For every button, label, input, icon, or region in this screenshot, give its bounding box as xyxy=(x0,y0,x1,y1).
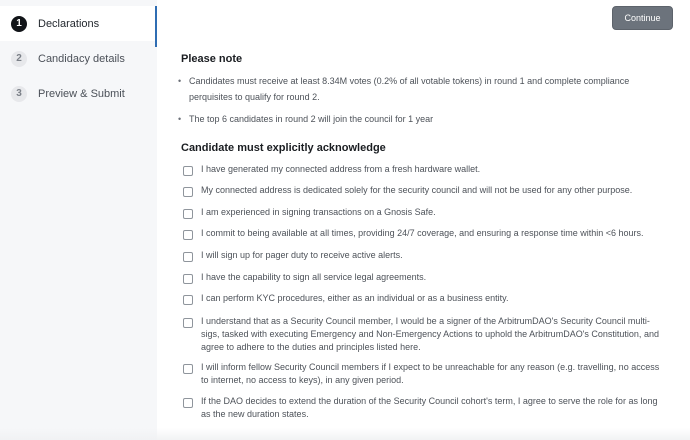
checkbox[interactable] xyxy=(183,166,193,176)
step-number-badge: 3 xyxy=(11,86,27,102)
acknowledge-item[interactable] xyxy=(183,184,667,197)
acknowledge-item[interactable] xyxy=(183,227,667,240)
checkbox[interactable] xyxy=(183,252,193,262)
step-declarations[interactable] xyxy=(0,6,157,41)
checkbox[interactable] xyxy=(183,209,193,219)
bullet-icon: • xyxy=(178,114,182,124)
note-list xyxy=(177,73,667,133)
acknowledge-item[interactable] xyxy=(183,395,667,421)
step-number-badge: 1 xyxy=(11,16,27,32)
step-preview-submit[interactable] xyxy=(0,76,157,111)
checkbox[interactable] xyxy=(183,230,193,240)
acknowledge-text: My connected address is dedicated solely for the security council and will not be used for any other purpose. xyxy=(201,185,633,195)
checkbox[interactable] xyxy=(183,274,193,284)
acknowledge-text: I have generated my connected address from a fresh hardware wallet. xyxy=(201,164,481,174)
declarations-panel xyxy=(157,0,690,440)
acknowledge-text: I will inform fellow Security Council members if I expect to be unreachable for any reason (e.g. travelling, no access to internet, no access to keys), in any given period. xyxy=(201,362,660,385)
acknowledge-item[interactable] xyxy=(183,163,667,176)
step-label: Declarations xyxy=(38,17,100,30)
checkbox[interactable] xyxy=(183,398,193,408)
bullet-icon: • xyxy=(178,76,182,86)
acknowledge-item[interactable] xyxy=(183,271,667,284)
note-item xyxy=(177,73,667,105)
note-item xyxy=(177,111,667,127)
step-label: Preview & Submit xyxy=(38,87,125,100)
acknowledge-text: I have the capability to sign all service legal agreements. xyxy=(201,272,427,282)
acknowledge-item[interactable] xyxy=(183,249,667,262)
acknowledge-text: If the DAO decides to extend the duration of the Security Council cohort's term, I agree to serve the role for as long as the new duration states. xyxy=(201,396,658,419)
checkbox[interactable] xyxy=(183,295,193,305)
continue-button[interactable]: Continue xyxy=(612,6,673,30)
acknowledge-text: I can perform KYC procedures, either as an individual or as a business entity. xyxy=(201,293,509,303)
step-candidacy-details[interactable] xyxy=(0,41,157,76)
stepper-sidebar xyxy=(0,0,157,440)
acknowledge-heading: Candidate must explicitly acknowledge xyxy=(181,142,386,154)
step-number-badge: 2 xyxy=(11,51,27,67)
acknowledge-text: I am experienced in signing transactions on a Gnosis Safe. xyxy=(201,207,436,217)
main-bottom-fade xyxy=(157,428,690,440)
acknowledge-item[interactable] xyxy=(183,292,667,305)
note-text: Candidates must receive at least 8.34M votes (0.2% of all votable tokens) in round 1 and complete compliance perquisites to qualify for round 2. xyxy=(189,76,630,102)
step-label: Candidacy details xyxy=(38,52,125,65)
acknowledge-item[interactable] xyxy=(183,361,667,387)
acknowledge-text: I understand that as a Security Council member, I would be a signer of the ArbitrumDAO's Security Council multi-sigs, tasked with executing Emergency and Non-Emergency Actions to uphold the ArbitrumDAO's Constitution, and agree to adhere to the duties and principles listed here. xyxy=(201,316,659,352)
acknowledge-text: I commit to being available at all times, providing 24/7 coverage, and ensuring a response time within <6 hours. xyxy=(201,228,644,238)
acknowledge-item[interactable] xyxy=(183,206,667,219)
checkbox[interactable] xyxy=(183,364,193,374)
acknowledge-item[interactable] xyxy=(183,315,667,354)
sidebar-bottom-fade xyxy=(0,428,157,440)
please-note-heading: Please note xyxy=(181,53,243,65)
acknowledge-text: I will sign up for pager duty to receive active alerts. xyxy=(201,250,403,260)
checkbox[interactable] xyxy=(183,318,193,328)
note-text: The top 6 candidates in round 2 will join the council for 1 year xyxy=(189,114,434,124)
checkbox[interactable] xyxy=(183,187,193,197)
